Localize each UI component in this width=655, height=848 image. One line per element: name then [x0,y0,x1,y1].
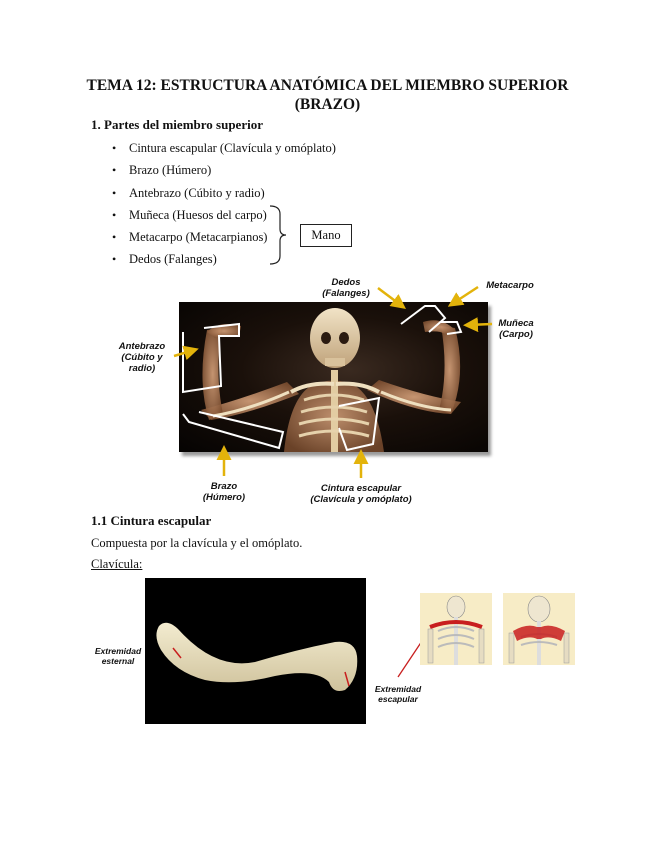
label-brazo: Brazo (Húmero) [202,481,246,503]
label-metacarpo: Metacarpo [486,280,534,291]
section-heading-parts: 1. Partes del miembro superior [91,117,263,132]
list-item: • Dedos (Falanges) [112,248,336,270]
list-item: • Antebrazo (Cúbito y radio) [112,182,336,204]
subheading-clavicula: Clavícula: [91,557,143,571]
shoulder-girdle-back-image [503,593,575,665]
section-heading-cintura: 1.1 Cintura escapular [91,513,212,528]
section-text: Compuesta por la clavícula y el omóplato. [91,536,303,550]
label-extremidad-esternal: Extremidad esternal [94,646,142,666]
list-item: • Brazo (Húmero) [112,159,336,181]
clavicle-photo [145,578,366,724]
label-muneca: Muñeca (Carpo) [498,318,534,340]
label-antebrazo: Antebrazo (Cúbito y radio) [118,341,166,374]
label-dedos: Dedos (Falanges) [322,277,370,299]
page-title: TEMA 12: ESTRUCTURA ANATÓMICA DEL MIEMBRO SUPERIOR (BRAZO) [86,77,569,113]
list-item: • Muñeca (Huesos del carpo) [112,204,336,226]
list-item: • Cintura escapular (Clavícula y omóplato) [112,137,336,159]
label-extremidad-escapular: Extremidad escapular [374,684,422,704]
list-item: • Metacarpo (Metacarpianos) [112,226,336,248]
label-cintura: Cintura escapular (Clavícula y omóplato) [310,483,412,505]
shoulder-girdle-front-image [420,593,492,665]
hand-label-box: Mano [300,224,352,247]
